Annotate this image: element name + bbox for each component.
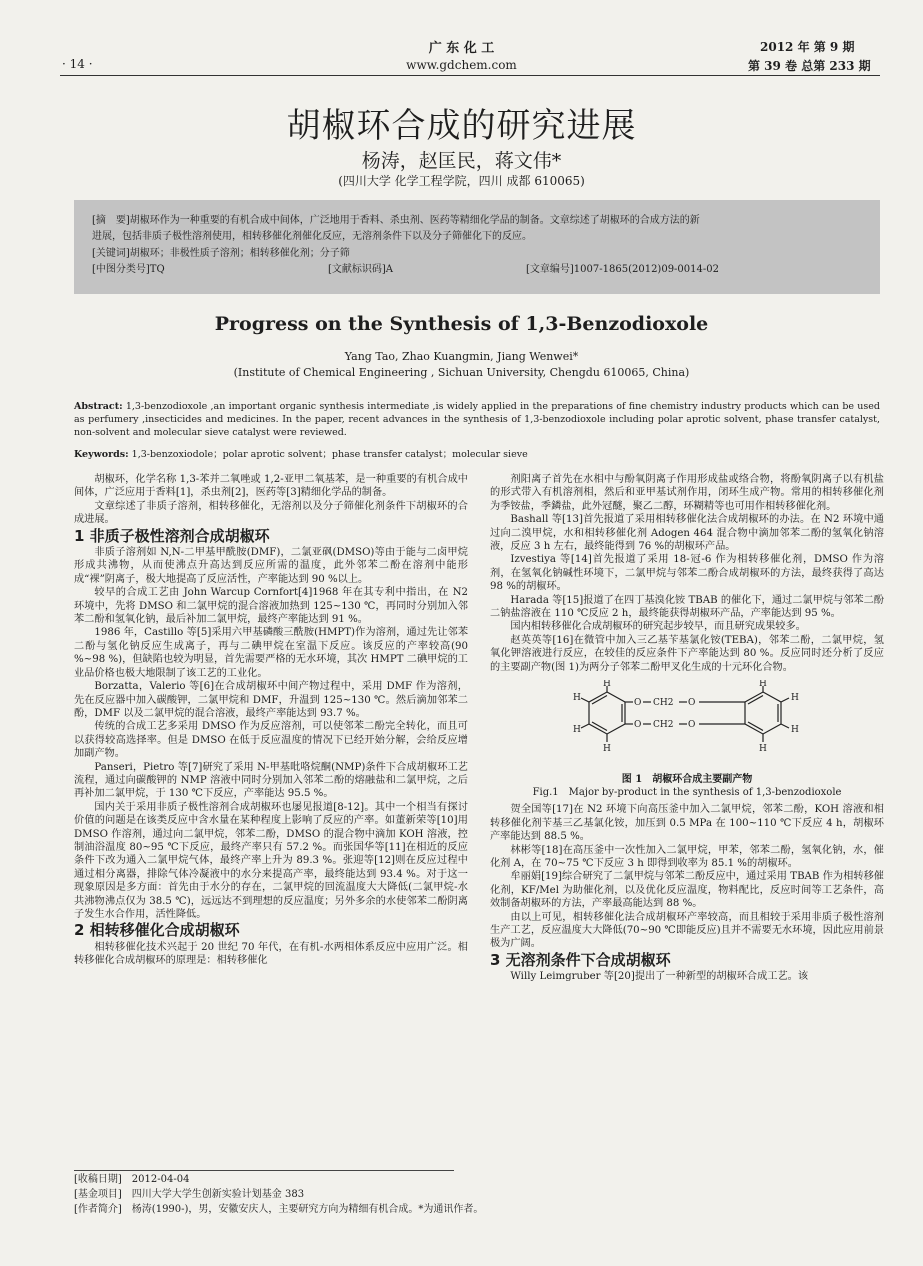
- keywords-cn: [关键词]胡椒环；非极性质子溶剂；相转移催化剂；分子筛: [92, 248, 350, 259]
- svg-text:H: H: [573, 693, 581, 704]
- clc-number: [中图分类号]TQ: [92, 264, 165, 275]
- paragraph: 贺全国等[17]在 N2 环境下向高压釜中加入二氯甲烷，邻苯二酚，KOH 溶液和相转移催化剂苄基三乙基氯化铵，加压到 0.5 MPa 在 100~110 ℃下反应 4 h，胡椒环产率能达到 88.5 %。: [490, 804, 884, 843]
- paragraph: 文章综述了非质子溶剂，相转移催化，无溶剂以及分子筛催化剂条件下胡椒环的合成进展。: [74, 500, 468, 526]
- paragraph: 由以上可见，相转移催化法合成胡椒环产率较高，而且相较于采用非质子极性溶剂生产工艺，反应温度大大降低(70~90 ℃即能反应)且并不需要无水环境，因此应用前景极为广阔。: [490, 911, 884, 950]
- svg-text:H: H: [573, 725, 581, 736]
- doc-code: [文献标识码]A: [328, 264, 394, 275]
- header-rule: [60, 75, 880, 76]
- paragraph: Harada 等[15]报道了在四丁基溴化铵 TBAB 的催化下，通过二氯甲烷与邻苯二酚二钠盐溶液在 110 ℃反应 2 h，最终能获得胡椒环产品，产率能达到 95 %。: [490, 594, 884, 620]
- svg-text:O: O: [688, 720, 696, 731]
- paragraph: Bashall 等[13]首先报道了采用相转移催化法合成胡椒环的办法。在 N2 环境中通过向二溴甲烷，水和相转移催化剂 Adogen 464 混合物中滴加邻苯二酚的氢氧化钠溶液，反应 3 h 左右，最终能得到 76 %的胡椒环产品。: [490, 514, 884, 553]
- section-heading-2: 2 相转移催化合成胡椒环: [74, 921, 240, 940]
- affiliation-cn: (四川大学 化学工程学院，四川 成都 610065): [338, 174, 585, 188]
- article-number: [文章编号]1007-1865(2012)09-0014-02: [526, 264, 719, 275]
- keywords-en-text: 1,3-benzoxiodole；polar aprotic solvent；phase transfer catalyst；molecular sieve: [128, 449, 528, 460]
- journal-website: www.gdchem.com: [406, 58, 517, 72]
- paragraph: 林彬等[18]在高压釜中一次性加入二氯甲烷，甲苯，邻苯二酚，氢氧化钠，水，催化剂 A，在 70~75 ℃下反应 3 h 即得到收率为 85.1 %的胡椒环。: [490, 844, 884, 869]
- author-bio: [作者简介] 杨涛(1990-)，男，安徽安庆人，主要研究方向为精细有机合成。*为通讯作者。: [74, 1204, 484, 1215]
- footnotes: [74, 1172, 880, 1217]
- paragraph: 1986 年，Castillo 等[5]采用六甲基磷酸三酰胺(HMPT)作为溶剂，通过先让邻苯二酚与氢化钠反应生成离子，再与二碘甲烷在室温下反应。该反应的产率较高(90 %~98 %)，但缺陷也较为明显，首先需要严格的无水环境，其次 HMPT 二碘甲烷的工业品价格也极大地限制了该工艺的工业化。: [74, 627, 468, 679]
- keywords-en-label: Keywords:: [74, 449, 129, 460]
- svg-text:H: H: [791, 693, 799, 704]
- paragraph: Willy Leimgruber 等[20]提出了一种新型的胡椒环合成工艺。该: [510, 971, 809, 983]
- abstract-en: [74, 400, 880, 439]
- svg-text:O: O: [634, 698, 642, 709]
- paragraph: 牟丽娟[19]综合研究了二氯甲烷与邻苯二酚反应中，通过采用 TBAB 作为相转移催化剂，KF/Mel 为助催化剂，以及优化反应温度，物料配比，反应时间等工艺条件，高效制备胡椒环的方法，产率最高能达到 88 %。: [490, 871, 884, 910]
- footnote-rule: [74, 1170, 454, 1171]
- right-column: [490, 473, 884, 984]
- svg-text:O: O: [634, 720, 642, 731]
- left-column: [74, 473, 468, 968]
- abstract-cn-line1: [摘 要]胡椒环作为一种重要的有机合成中间体，广泛地用于香料、杀虫剂、医药等精细化学品的制备。文章综述了胡椒环的合成方法的新: [92, 215, 700, 226]
- figure-caption-cn: 图 1 胡椒环合成主要副产物: [621, 773, 753, 785]
- abstract-en-label: Abstract:: [74, 401, 123, 412]
- svg-text:CH2: CH2: [653, 698, 674, 709]
- paragraph: 国内关于采用非质子极性溶剂合成胡椒环也屡见报道[8-12]。其中一个相当有探讨价值的问题是在该类反应中含水量在某种程度上影响了反应的产率。如董新荣等[10]用 DMSO 作溶剂，通过向二氯甲烷，邻苯二酚，DMSO 的混合物中滴加 KOH 溶液，控制油浴温度 80~95 ℃下反应，最终产率只有 57.2 %。而张国华等[11]在相近的反应条件下改为通入二氯甲烷气体，最终产率上升为 89.3 %。张迎等[12]则在反应过程中通过相分离器，排除气体冷凝液中的水分来提高产率，最终能达到 93.4 %。对于这一现象原因是多方面：首先由于水分的存在，二氯甲烷的回流温度大大降低(二氯甲烷-水共沸物沸点仅为 38.5 ℃)，远远达不到理想的反应温度；另外多余的水使邻苯二酚阴离子发生水合作用，活性降低。: [74, 801, 468, 920]
- fund-project: [基金项目] 四川大学大学生创新实验计划基金 383: [74, 1189, 305, 1200]
- svg-text:CH2: CH2: [653, 720, 674, 731]
- svg-text:H: H: [603, 680, 611, 690]
- article-title-en: Progress on the Synthesis of 1,3-Benzodioxole: [214, 313, 709, 335]
- svg-text:O: O: [688, 698, 696, 709]
- authors-en: Yang Tao, Zhao Kuangmin, Jiang Wenwei*: [344, 350, 579, 363]
- paragraph: 胡椒环，化学名称 1,3-苯并二氧唑或 1,2-亚甲二氧基苯，是一种重要的有机合成中间体，广泛应用于香料[1]，杀虫剂[2]，医药等[3]精细化学品的制备。: [74, 474, 468, 499]
- keywords-en: [74, 446, 880, 460]
- paragraph: 非质子溶剂如 N,N-二甲基甲酰胺(DMF)，二氯亚砜(DMSO)等由于能与二卤甲烷形成共沸物，从而使沸点升高达到反应所需的温度，此外邻苯二酚在溶剂中能形成“裸”阴离子，极大地提高了反应活性，产率能达到 90 %以上。: [74, 547, 468, 585]
- paragraph: 国内相转移催化合成胡椒环的研究起步较早，而且研究成果较多。: [510, 621, 806, 633]
- section-heading-3: 3 无溶剂条件下合成胡椒环: [490, 950, 671, 969]
- abstract-cn-line2: 进展，包括非质子极性溶剂使用，相转移催化剂催化反应，无溶剂条件下以及分子筛催化下的反应。: [92, 231, 532, 242]
- paragraph: 赵英英等[16]在微管中加入三乙基苄基氯化铵(TEBA)，邻苯二酚，二氯甲烷，氢氧化钾溶液进行反应，在较佳的反应条件下产率能达到 80 %。反应同时还分析了反应的主要副产物(图 1)为两分子邻苯二酚甲叉化生成的十元环化合物。: [490, 634, 884, 673]
- abstract-box-cn: [74, 200, 880, 294]
- issue-volume: 第 39 卷 总第 233 期: [748, 59, 871, 73]
- journal-name: 广 东 化 工: [428, 41, 495, 56]
- paragraph: 剂阳离子首先在水相中与酚氧阴离子作用形成盐或络合物，将酚氧阴离子以有机盐的形式带入有机溶剂相，然后和亚甲基试剂作用，闭环生成产物。常用的相转移催化剂为季铵盐，季鏻盐，此外冠醚，聚乙二醇，环糊精等也可用作相转移催化剂。: [490, 474, 884, 512]
- svg-text:H: H: [791, 725, 799, 736]
- paragraph: Borzatta，Valerio 等[6]在合成胡椒环中间产物过程中，采用 DMF 作为溶剂，先在反应器中加入碳酸钾，二氯甲烷和 DMF，升温到 125~130 ℃。然后滴加邻苯二酚，DMF 以及二氯甲烷的混合溶液，最终产率能达到 93.7 %。: [74, 681, 468, 719]
- authors-cn: 杨涛，赵匡民，蒋文伟*: [361, 150, 562, 172]
- figure-1: [490, 680, 884, 768]
- paragraph: Panseri，Pietro 等[7]研究了采用 N-甲基吡咯烷酮(NMP)条件下合成胡椒环工艺流程，通过向碳酸钾的 NMP 溶液中同时分别加入邻苯二酚的熔融盐和二氯甲烷，之后再补加二氯甲烷，于 130 ℃下反应，产率能达 95.5 %。: [74, 761, 468, 800]
- section-heading-1: 1 非质子极性溶剂合成胡椒环: [74, 526, 270, 545]
- byproduct-structure-diagram: [567, 680, 807, 764]
- received-date: [收稿日期] 2012-04-04: [74, 1174, 190, 1185]
- paragraph: 较早的合成工艺由 John Warcup Cornfort[4]1968 年在其专利中指出，在 N2 环境中，先将 DMSO 和二氯甲烷的混合溶液加热到 125~130 ℃，再同时分别加入邻苯二酚和氢氧化钠，最后补加二氯甲烷，最终产率能达到 91 %。: [74, 587, 468, 626]
- svg-text:H: H: [759, 744, 767, 755]
- page-number: · 14 ·: [62, 57, 93, 71]
- issue-year: 2012 年 第 9 期: [760, 40, 855, 54]
- svg-text:H: H: [603, 744, 611, 755]
- paragraph: 相转移催化技术兴起于 20 世纪 70 年代，在有机-水两相体系反应中应用广泛。相转移催化合成胡椒环的原理是：相转移催化: [74, 941, 468, 967]
- paragraph: 传统的合成工艺多采用 DMSO 作为反应溶剂，可以使邻苯二酚完全转化，而且可以获得较高选择率。但是 DMSO 在低于反应温度的情况下已经开始分解，会给反应增加副产物。: [74, 721, 468, 760]
- abstract-en-text: 1,3-benzodioxole ,an important organic synthesis intermediate ,is widely applied in the preparations of fine chemistry industry products which can be used as perfumery ,insecticides and medicines. In the paper, recent advances in the synthesis of 1,3-benzodioxole including polar aprotic solvent, phase transfer catalyst, non-solvent and molecular sieve catalyst were reviewed.: [74, 401, 880, 438]
- affiliation-en: (Institute of Chemical Engineering , Sichuan University, Chengdu 610065, China): [233, 366, 690, 379]
- figure-caption-en: Fig.1 Major by-product in the synthesis of 1,3-benzodioxole: [532, 786, 842, 798]
- article-title-cn: 胡椒环合成的研究进展: [286, 106, 637, 146]
- paragraph: Izvestiya 等[14]首先报道了采用 18-冠-6 作为相转移催化剂，DMSO 作为溶剂，在氢氧化钠碱性环境下，二氯甲烷与邻苯二酚合成胡椒环的方法，最终获得了高达 98 %的胡椒环。: [490, 554, 884, 593]
- svg-text:H: H: [759, 680, 767, 690]
